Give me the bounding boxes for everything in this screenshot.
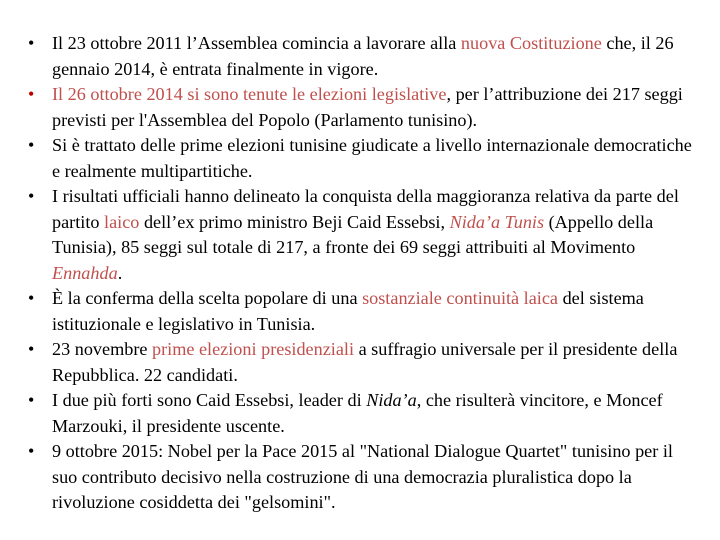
bullet-dot-icon: •: [28, 288, 35, 308]
bullet-item: [28, 286, 700, 337]
bullet-item: [28, 184, 700, 286]
highlighted-text-run: nuova Costituzione: [460, 33, 602, 53]
highlighted-text-run: Ennahda: [52, 262, 118, 283]
text-run: I risultati ufficiali hanno delineato la conquista della maggioranza relativa da parte del partito: [52, 186, 679, 232]
text-run: I due più forti sono Caid Essebsi, leader di: [52, 390, 367, 410]
text-run: .: [117, 262, 123, 283]
text-run: che, il 26 gennaio 2014, è entrata finalmente in vigore.: [52, 33, 674, 79]
text-run: 9 ottobre 2015: Nobel per la Pace 2015 al "National Dialogue Quartet" tunisino per il suo contributo decisivo nella costruzione di una democrazia pluralistica dopo la rivoluzione cosiddetta dei "gelsomini".: [52, 441, 673, 512]
text-run: 23 novembre: [52, 339, 153, 359]
bullet-dot-icon: •: [28, 339, 35, 359]
text-run: , per l’attribuzione dei 217 seggi previsti per l'Assemblea del Popolo (Parlamento tunisino).: [52, 84, 683, 130]
bullet-dot-icon: •: [28, 33, 35, 53]
text-run: Si è trattato delle prime elezioni tunisine giudicate a livello internazionale democratiche e realmente multipartitiche.: [52, 135, 692, 181]
bullet-item: [28, 388, 700, 439]
bullet-dot-icon: •: [28, 84, 35, 104]
bullet-dot-icon: •: [28, 441, 35, 461]
bullet-item: [28, 82, 700, 133]
bullet-item: [28, 31, 700, 82]
text-run: (Appello della Tunisia), 85 seggi sul totale di 217, a fronte dei 69 seggi attribuiti al Movimento: [52, 211, 654, 257]
bullet-dot-icon: •: [28, 135, 35, 155]
bullet-dot-icon: •: [28, 186, 35, 206]
highlighted-text-run: laico: [104, 211, 140, 232]
bullet-item: [28, 133, 700, 184]
highlighted-text-run: prime elezioni presidenziali: [152, 339, 355, 359]
text-run: dell’ex primo ministro Beji Caid Essebsi,: [139, 211, 450, 232]
text-run: a suffragio universale per il presidente della Repubblica. 22 candidati.: [52, 339, 678, 385]
bullet-dot-icon: •: [28, 390, 35, 410]
text-run: Il 23 ottobre 2011 l’Assemblea comincia a lavorare alla: [52, 33, 461, 53]
text-run: del sistema istituzionale e legislativo in Tunisia.: [52, 288, 644, 334]
bullet-item: [28, 337, 700, 388]
highlighted-text-run: sostanziale continuità laica: [362, 288, 559, 308]
highlighted-text-run: Nida’a Tunis: [449, 211, 545, 232]
highlighted-text-run: Nida’a: [366, 390, 417, 410]
text-run: , che risulterà vincitore, e Moncef Marzouki, il presidente uscente.: [52, 390, 663, 436]
highlighted-text-run: Il 26 ottobre 2014 si sono tenute le elezioni legislative: [52, 84, 447, 104]
bullet-list: [28, 31, 700, 516]
text-run: È la conferma della scelta popolare di una: [52, 288, 363, 308]
bullet-item: [28, 439, 700, 516]
